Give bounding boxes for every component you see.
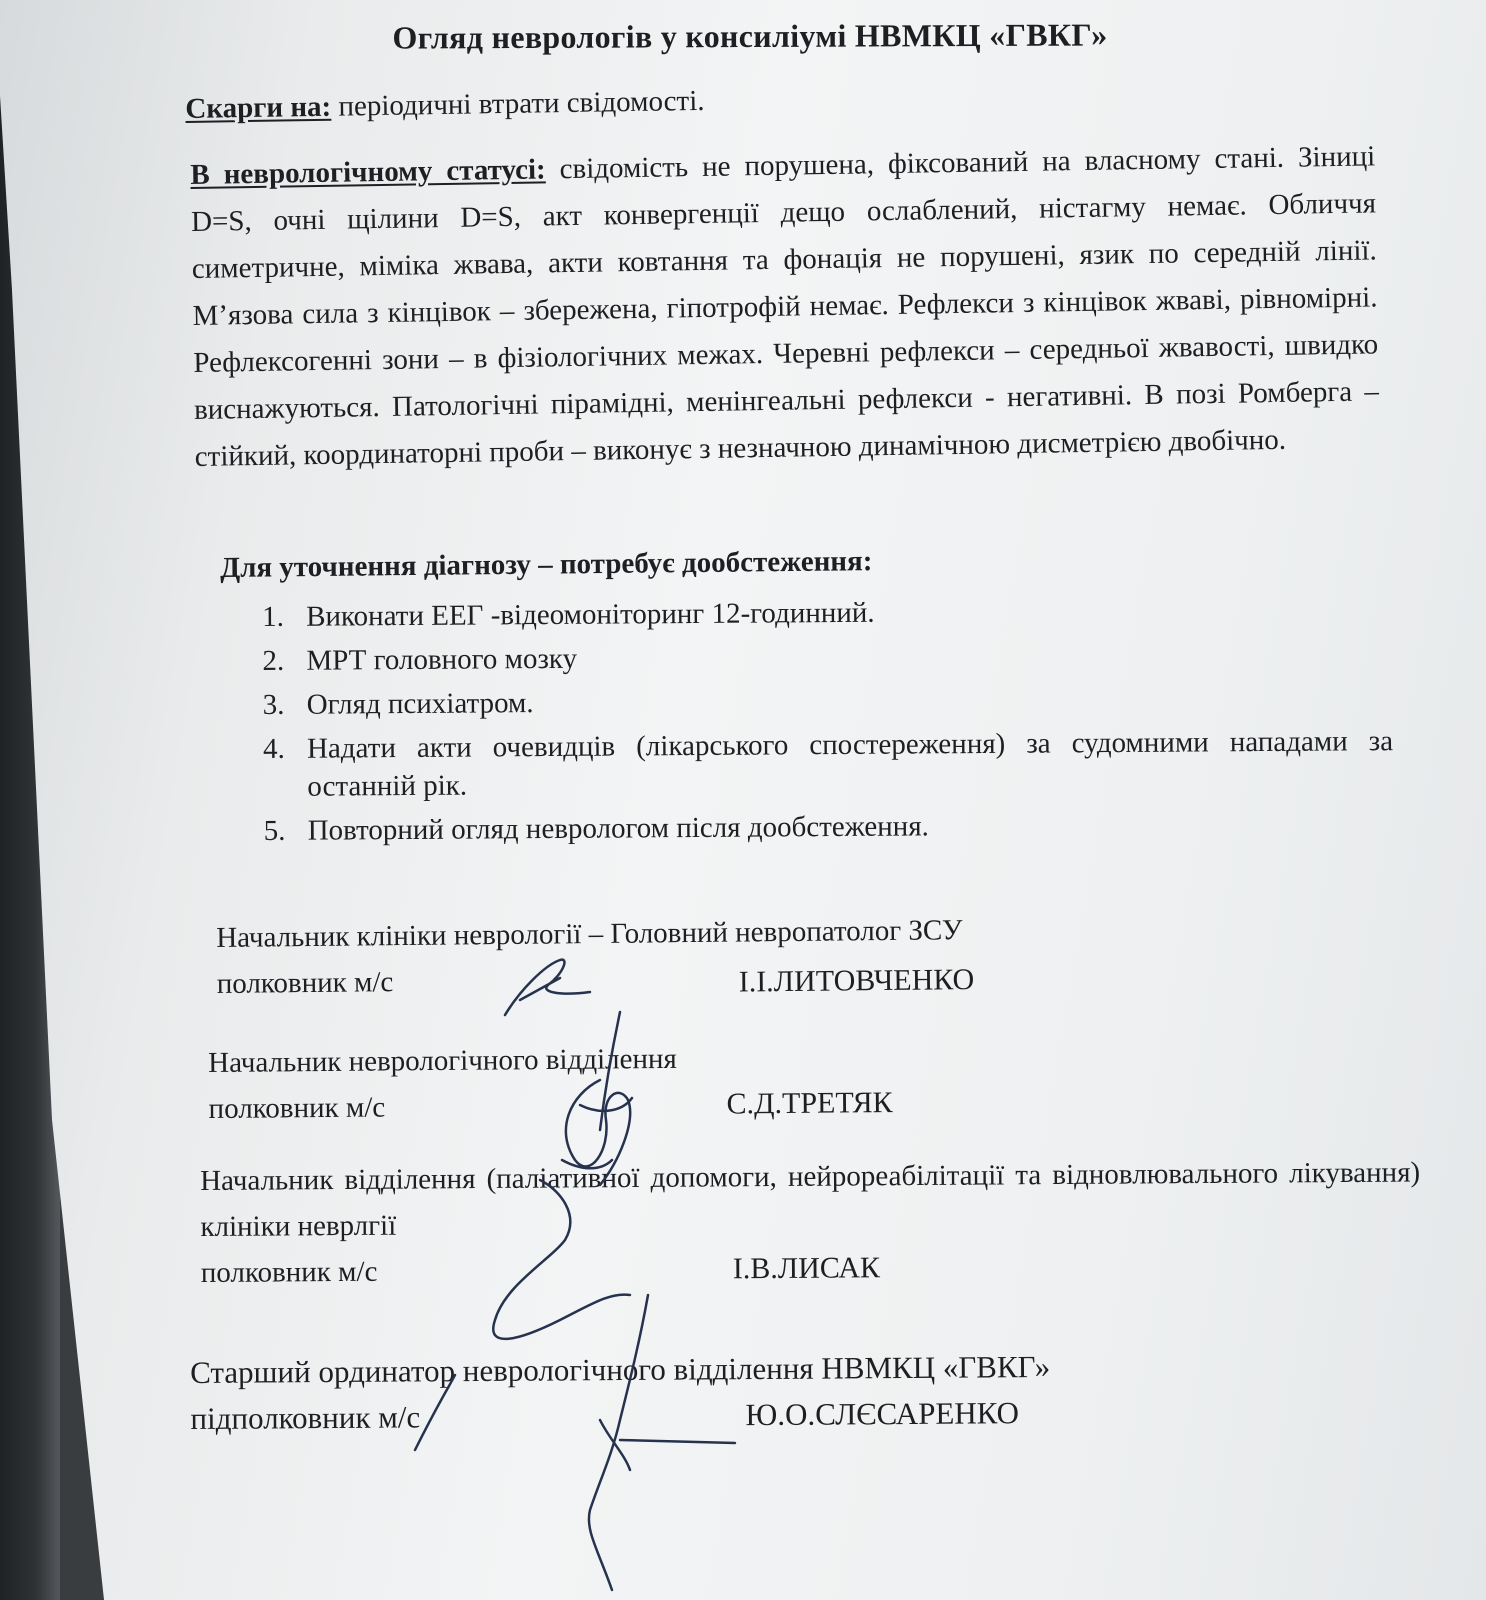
signatory-position: Начальник відділення (паліативної допомоги, нейрореабілітації та відновлювального лікування) клініки неврлгії bbox=[200, 1156, 1421, 1243]
list-item-text: Виконати ЕЕГ -відеомоніторинг 12-годинний. bbox=[306, 596, 875, 633]
list-item-text: Огляд психіатром. bbox=[306, 687, 534, 721]
list-item bbox=[263, 804, 1393, 850]
list-item-number: 1. bbox=[262, 600, 284, 633]
neuro-status-label: В неврологічному статусі: bbox=[190, 153, 546, 191]
signatory-position: Начальник неврологічного відділення bbox=[208, 1042, 677, 1079]
signatory-name: С.Д.ТРЕТЯК bbox=[726, 1086, 893, 1121]
signatory-rank: підполковник м/с bbox=[190, 1399, 421, 1436]
examinations-list bbox=[262, 590, 1394, 856]
list-item bbox=[262, 590, 1392, 636]
list-item-number: 3. bbox=[262, 688, 285, 721]
list-item-number: 2. bbox=[262, 644, 285, 677]
signatory-name: Ю.О.СЛЄСАРЕНКО bbox=[745, 1395, 1020, 1433]
signature-4 bbox=[415, 1295, 735, 1590]
complaints-label: Скарги на: bbox=[185, 90, 332, 125]
list-item bbox=[263, 722, 1394, 806]
signatory-name: І.В.ЛИСАК bbox=[732, 1251, 881, 1286]
signatory-block bbox=[200, 1149, 1421, 1296]
neuro-status-text: свідомість не порушена, фіксований на власному стані. Зіниці D=S, очні щілини D=S, акт конвергенції дещо ослаблений, ністагму немає. Обличчя симетричне, міміка жвава, акти ковтання та фонація не порушені, язик по середній лінії. М’язова сила з кінцівок – збережена, гіпотрофій немає. Рефлекси з кінцівок жваві, рівномірні. Рефлексогенні зони – в фізіологічних межах. Черевні рефлекси – середньої жвавості, швидко виснажуються. Патологічні пірамідні, менінгеальні рефлекси - негативні. В позі Ромберга – стійкий, координаторні проби – виконує з незначною динамічною дисметрією двобічно. bbox=[190, 140, 1380, 473]
signatory-position: Начальник клініки неврології – Головний невропатолог ЗСУ bbox=[216, 914, 963, 954]
list-item-text: Повторний огляд неврологом після дообстеження. bbox=[307, 810, 929, 847]
list-item-number: 4. bbox=[262, 732, 285, 765]
document-title: Огляд неврологів у консиліумі НВМКЦ «ГВКГ» bbox=[392, 16, 1108, 56]
signatory-position: Старший ординатор неврологічного відділення НВМКЦ «ГВКГ» bbox=[190, 1348, 1051, 1390]
signatory-name: І.І.ЛИТОВЧЕНКО bbox=[738, 963, 975, 999]
signatory-block bbox=[216, 905, 1217, 1007]
list-item bbox=[263, 678, 1393, 724]
list-item bbox=[262, 634, 1392, 680]
list-item-text: МРТ головного мозку bbox=[306, 642, 578, 677]
complaints-paragraph bbox=[185, 67, 1376, 132]
signatory-rank: полковник м/с bbox=[216, 966, 394, 1000]
list-item-text: Надати акти очевидців (лікарського спостереження) за судомними нападами за останній рік. bbox=[306, 725, 1394, 803]
complaints-text: періодичні втрати свідомості. bbox=[330, 84, 705, 123]
examinations-title: Для уточнення діагнозу – потребує дообстеження: bbox=[220, 545, 873, 584]
neuro-status-paragraph bbox=[190, 133, 1380, 481]
signatory-rank: полковник м/с bbox=[208, 1091, 386, 1125]
signatory-block bbox=[190, 1343, 1231, 1442]
list-item-number: 5. bbox=[263, 814, 286, 847]
signatory-rank: полковник м/с bbox=[200, 1255, 378, 1289]
signatory-block bbox=[208, 1031, 1209, 1132]
